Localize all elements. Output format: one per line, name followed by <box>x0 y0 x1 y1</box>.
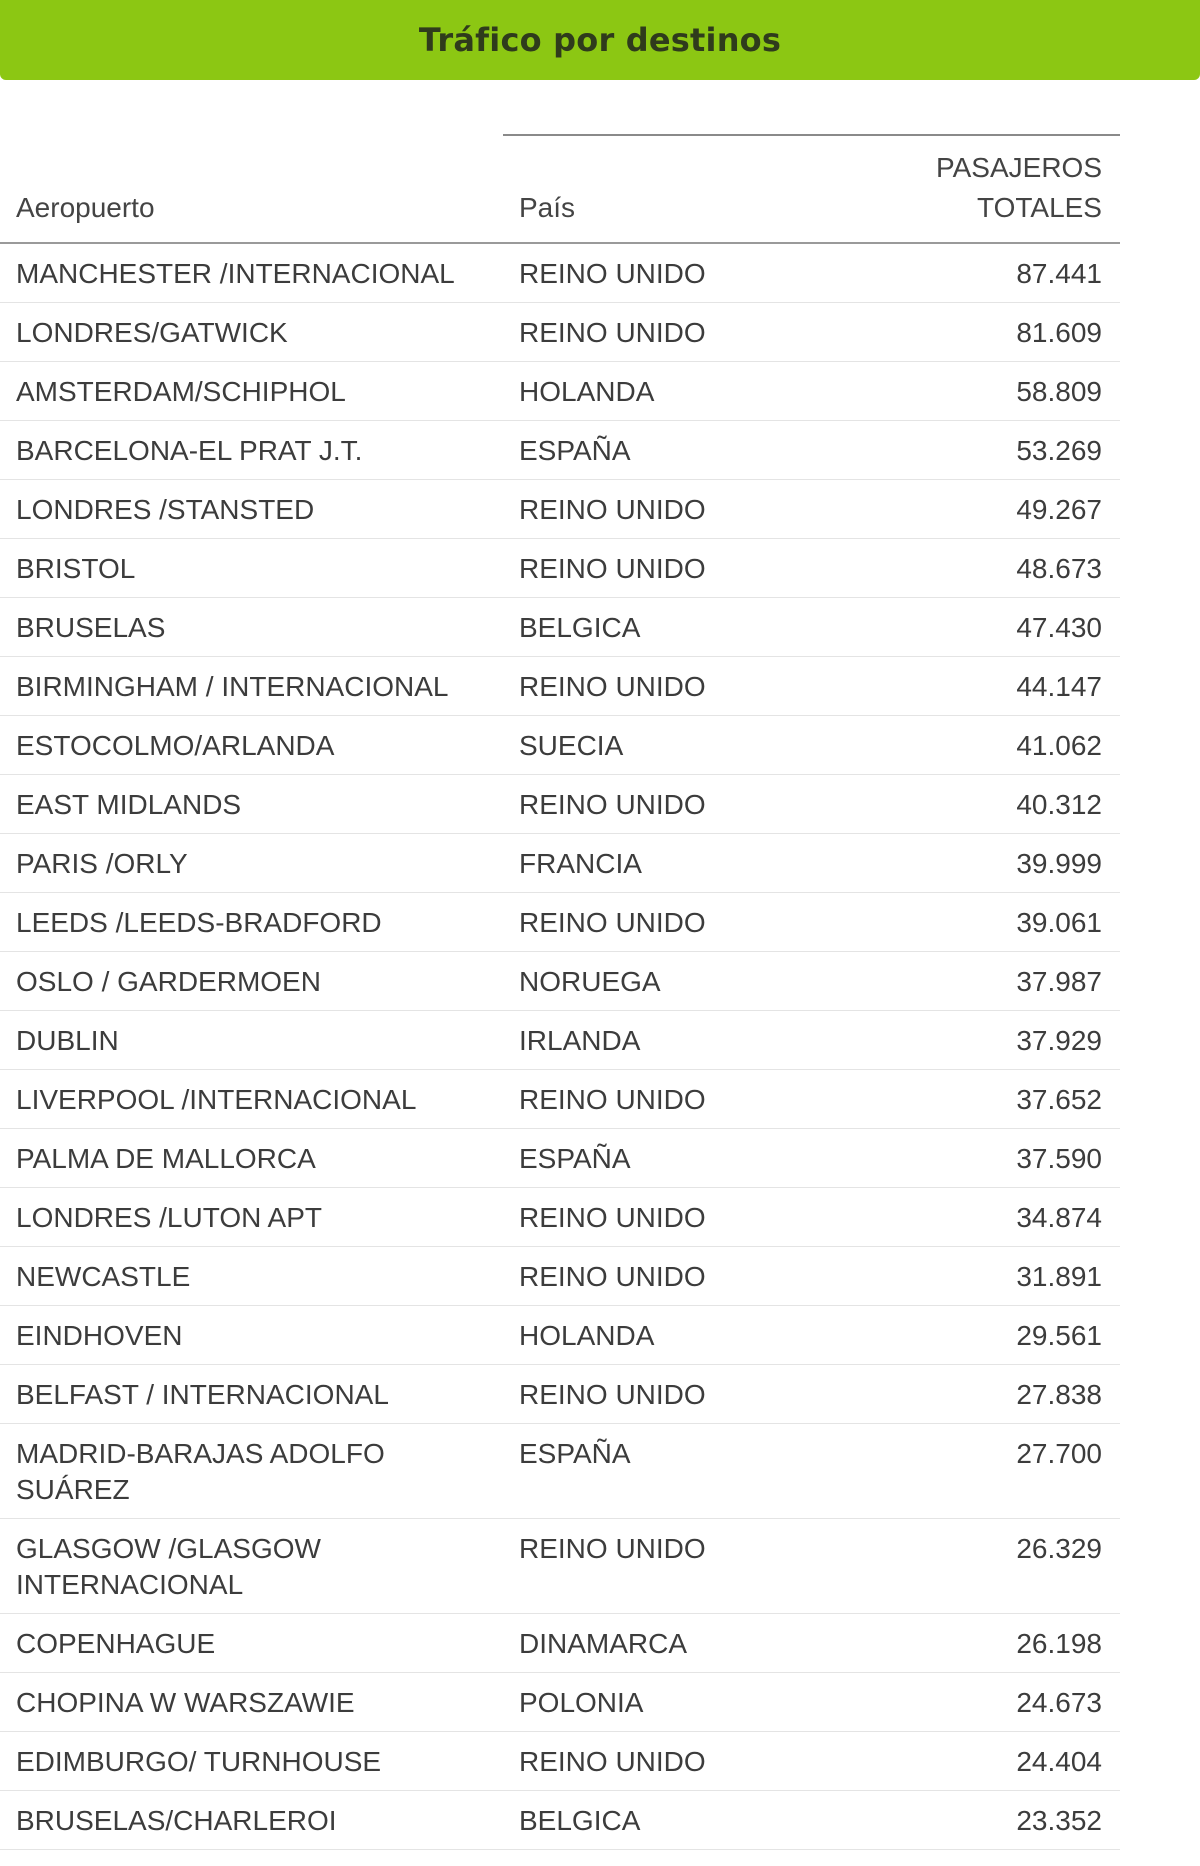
cell-passengers: 27.838 <box>873 1365 1120 1424</box>
table-row <box>0 1070 1120 1129</box>
page-title: Tráfico por destinos <box>418 21 782 59</box>
cell-passengers: 31.891 <box>873 1247 1120 1306</box>
cell-passengers: 37.590 <box>873 1129 1120 1188</box>
cell-passengers: 53.269 <box>873 421 1120 480</box>
cell-passengers: 23.352 <box>873 1791 1120 1850</box>
cell-airport: LIVERPOOL /INTERNACIONAL <box>0 1070 503 1129</box>
table-row <box>0 362 1120 421</box>
cell-passengers: 34.874 <box>873 1188 1120 1247</box>
table-row <box>0 1424 1120 1519</box>
cell-country: HOLANDA <box>503 362 873 421</box>
cell-country: HOLANDA <box>503 1306 873 1365</box>
cell-country: REINO UNIDO <box>503 1247 873 1306</box>
table-row <box>0 1011 1120 1070</box>
cell-passengers: 37.652 <box>873 1070 1120 1129</box>
cell-airport: LEEDS /LEEDS-BRADFORD <box>0 893 503 952</box>
cell-passengers: 87.441 <box>873 243 1120 303</box>
cell-passengers: 58.809 <box>873 362 1120 421</box>
cell-passengers: 39.061 <box>873 893 1120 952</box>
cell-country: REINO UNIDO <box>503 1365 873 1424</box>
table-row <box>0 1732 1120 1791</box>
table-row <box>0 539 1120 598</box>
table-row <box>0 1519 1120 1614</box>
cell-airport: BIRMINGHAM / INTERNACIONAL <box>0 657 503 716</box>
cell-airport: GLASGOW /GLASGOW INTERNACIONAL <box>0 1519 503 1614</box>
cell-airport: OSLO / GARDERMOEN <box>0 952 503 1011</box>
cell-passengers: 37.987 <box>873 952 1120 1011</box>
cell-airport: BRUSELAS/CHARLEROI <box>0 1791 503 1850</box>
table-row <box>0 1614 1120 1673</box>
cell-passengers: 24.673 <box>873 1673 1120 1732</box>
cell-airport: BELFAST / INTERNACIONAL <box>0 1365 503 1424</box>
cell-country: REINO UNIDO <box>503 1519 873 1614</box>
cell-airport: AMSTERDAM/SCHIPHOL <box>0 362 503 421</box>
table-row <box>0 1129 1120 1188</box>
table-header <box>0 135 1120 243</box>
cell-country: ESPAÑA <box>503 1424 873 1519</box>
cell-passengers: 81.609 <box>873 303 1120 362</box>
cell-airport: PARIS /ORLY <box>0 834 503 893</box>
table-row <box>0 1247 1120 1306</box>
cell-country: IRLANDA <box>503 1011 873 1070</box>
cell-airport: PALMA DE MALLORCA <box>0 1129 503 1188</box>
cell-passengers: 41.062 <box>873 716 1120 775</box>
cell-airport: LONDRES /LUTON APT <box>0 1188 503 1247</box>
cell-country: REINO UNIDO <box>503 480 873 539</box>
traffic-table <box>0 134 1120 1850</box>
cell-country: REINO UNIDO <box>503 893 873 952</box>
cell-passengers: 47.430 <box>873 598 1120 657</box>
table-row <box>0 1306 1120 1365</box>
table-row <box>0 480 1120 539</box>
cell-country: BELGICA <box>503 598 873 657</box>
cell-passengers: 40.312 <box>873 775 1120 834</box>
column-header-passengers <box>873 135 1120 243</box>
title-bar <box>0 0 1200 80</box>
cell-passengers: 39.999 <box>873 834 1120 893</box>
table-row <box>0 1365 1120 1424</box>
cell-passengers: 24.404 <box>873 1732 1120 1791</box>
cell-country: BELGICA <box>503 1791 873 1850</box>
cell-country: REINO UNIDO <box>503 775 873 834</box>
cell-country: REINO UNIDO <box>503 303 873 362</box>
table-row <box>0 303 1120 362</box>
cell-country: REINO UNIDO <box>503 539 873 598</box>
cell-country: REINO UNIDO <box>503 1070 873 1129</box>
cell-country: REINO UNIDO <box>503 1732 873 1791</box>
cell-airport: LONDRES /STANSTED <box>0 480 503 539</box>
cell-airport: ESTOCOLMO/ARLANDA <box>0 716 503 775</box>
traffic-table-container <box>0 134 1120 1850</box>
cell-airport: DUBLIN <box>0 1011 503 1070</box>
cell-airport: LONDRES/GATWICK <box>0 303 503 362</box>
cell-country: ESPAÑA <box>503 421 873 480</box>
cell-airport: BRUSELAS <box>0 598 503 657</box>
cell-passengers: 37.929 <box>873 1011 1120 1070</box>
table-row <box>0 1673 1120 1732</box>
table-row <box>0 243 1120 303</box>
cell-country: SUECIA <box>503 716 873 775</box>
table-row <box>0 952 1120 1011</box>
table-row <box>0 775 1120 834</box>
cell-airport: EINDHOVEN <box>0 1306 503 1365</box>
cell-country: REINO UNIDO <box>503 1188 873 1247</box>
cell-airport: EAST MIDLANDS <box>0 775 503 834</box>
cell-airport: EDIMBURGO/ TURNHOUSE <box>0 1732 503 1791</box>
cell-airport: MADRID-BARAJAS ADOLFO SUÁREZ <box>0 1424 503 1519</box>
cell-country: ESPAÑA <box>503 1129 873 1188</box>
cell-passengers: 49.267 <box>873 480 1120 539</box>
column-header-country: País <box>503 135 873 243</box>
cell-airport: BARCELONA-EL PRAT J.T. <box>0 421 503 480</box>
cell-country: POLONIA <box>503 1673 873 1732</box>
cell-passengers: 26.198 <box>873 1614 1120 1673</box>
cell-country: REINO UNIDO <box>503 657 873 716</box>
cell-airport: CHOPINA W WARSZAWIE <box>0 1673 503 1732</box>
cell-country: REINO UNIDO <box>503 243 873 303</box>
table-row <box>0 1791 1120 1850</box>
table-row <box>0 421 1120 480</box>
header-row <box>0 135 1120 243</box>
table-row <box>0 598 1120 657</box>
column-header-airport: Aeropuerto <box>0 135 503 243</box>
cell-airport: BRISTOL <box>0 539 503 598</box>
table-row <box>0 657 1120 716</box>
table-row <box>0 893 1120 952</box>
cell-airport: COPENHAGUE <box>0 1614 503 1673</box>
table-body <box>0 243 1120 1850</box>
column-header-passengers-line1: PASAJEROS <box>936 152 1102 183</box>
cell-country: FRANCIA <box>503 834 873 893</box>
column-header-passengers-line2: TOTALES <box>976 192 1102 223</box>
cell-passengers: 29.561 <box>873 1306 1120 1365</box>
cell-airport: NEWCASTLE <box>0 1247 503 1306</box>
cell-airport: MANCHESTER /INTERNACIONAL <box>0 243 503 303</box>
cell-country: DINAMARCA <box>503 1614 873 1673</box>
table-row <box>0 716 1120 775</box>
cell-passengers: 44.147 <box>873 657 1120 716</box>
table-row <box>0 834 1120 893</box>
cell-passengers: 27.700 <box>873 1424 1120 1519</box>
cell-passengers: 48.673 <box>873 539 1120 598</box>
cell-country: NORUEGA <box>503 952 873 1011</box>
cell-passengers: 26.329 <box>873 1519 1120 1614</box>
table-row <box>0 1188 1120 1247</box>
